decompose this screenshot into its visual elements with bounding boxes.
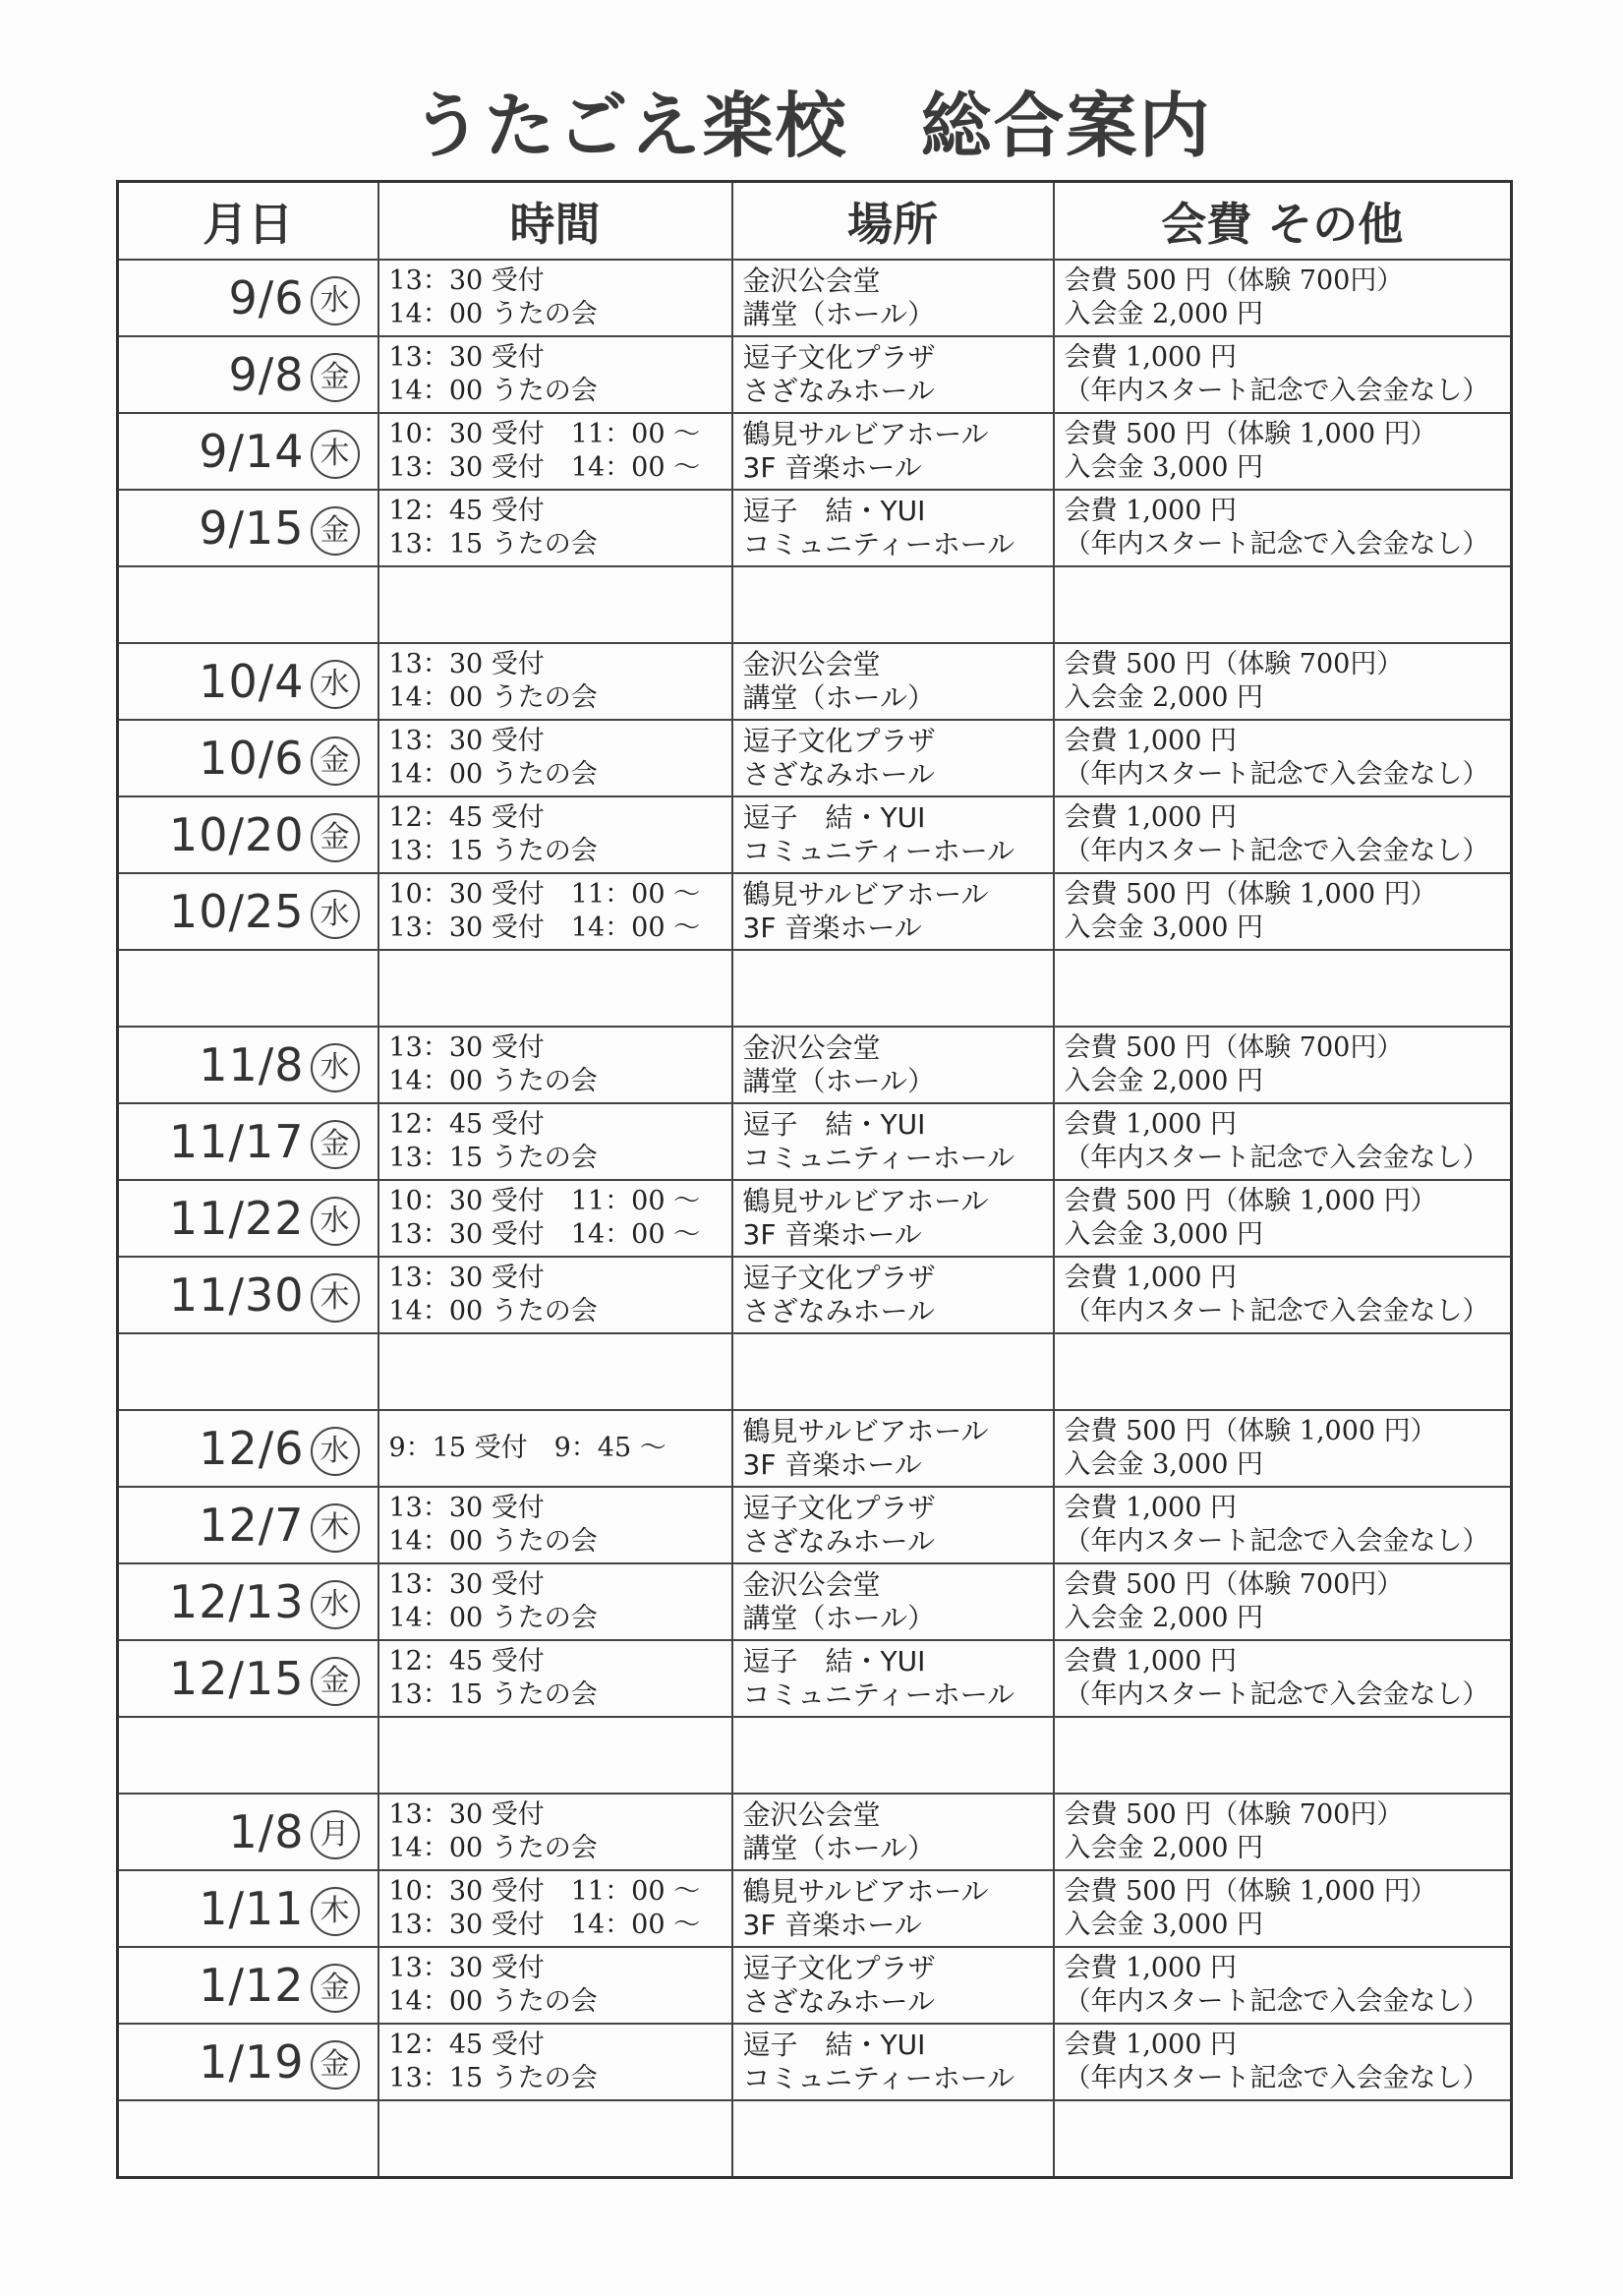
time-cell [378, 336, 732, 413]
place-cell [732, 490, 1054, 566]
empty-cell [732, 950, 1054, 1027]
date-text: 9/6 [228, 270, 305, 324]
place-line: さざなみホール [742, 758, 935, 791]
time-cell [378, 1180, 732, 1257]
time-line: 13：30 受付 14：00 ～ [388, 1910, 701, 1940]
place-cell [732, 1563, 1054, 1640]
place-cell [732, 413, 1054, 490]
date-text: 9/15 [199, 500, 305, 555]
fee-line: （年内スタート記念で入会金なし） [1064, 836, 1489, 866]
place-cell [732, 260, 1054, 336]
weekday-badge: 金 [311, 353, 360, 402]
weekday-badge: 木 [311, 1273, 360, 1323]
weekday-badge: 木 [311, 1887, 360, 1936]
empty-cell [118, 950, 378, 1027]
place-cell [732, 1180, 1054, 1257]
empty-cell [1054, 566, 1512, 643]
empty-cell [118, 2100, 378, 2178]
place-cell [732, 336, 1054, 413]
date-cell [118, 1794, 378, 1870]
place-line: コミュニティーホール [742, 528, 1015, 560]
time-line: 14：00 うたの会 [388, 1066, 598, 1096]
fee-line: 会費 500 円（体験 700円） [1064, 265, 1404, 296]
place-line: 講堂（ホール） [742, 298, 935, 330]
table-row [118, 643, 1512, 720]
table-row [118, 1563, 1512, 1640]
fee-line: 会費 1,000 円 [1064, 1646, 1237, 1677]
fee-line: （年内スタート記念で入会金なし） [1064, 1296, 1489, 1326]
empty-cell [1054, 950, 1512, 1027]
place-cell [732, 796, 1054, 873]
fee-line: （年内スタート記念で入会金なし） [1064, 1986, 1489, 2017]
place-cell [732, 2024, 1054, 2100]
time-cell [378, 1640, 732, 1717]
empty-cell [732, 566, 1054, 643]
date-cell [118, 336, 378, 413]
fee-cell [1054, 796, 1512, 873]
fee-line: （年内スタート記念で入会金なし） [1064, 1143, 1489, 1173]
fee-line: 会費 500 円（体験 700円） [1064, 1799, 1404, 1830]
empty-cell [1054, 2100, 1512, 2178]
place-line: 3F 音楽ホール [742, 1909, 922, 1941]
time-line: 14：00 うたの会 [388, 1603, 598, 1633]
date-cell [118, 1027, 378, 1103]
fee-cell [1054, 1410, 1512, 1487]
time-line: 9：15 受付 9：45 ～ [388, 1433, 667, 1463]
page-title: うたごえ楽校 総合案内 [411, 85, 1212, 167]
time-cell [378, 260, 732, 336]
weekday-badge: 水 [311, 1427, 360, 1476]
fee-cell [1054, 2024, 1512, 2100]
empty-cell [118, 1717, 378, 1794]
fee-line: 入会金 3,000 円 [1064, 913, 1263, 943]
place-line: 鶴見サルビアホール [742, 1415, 989, 1447]
time-line: 14：00 うたの会 [388, 376, 598, 406]
time-line: 13：30 受付 [388, 1953, 545, 1983]
fee-cell [1054, 1103, 1512, 1180]
place-line: 金沢公会堂 [742, 1798, 881, 1831]
date-cell [118, 643, 378, 720]
time-line: 12：45 受付 [388, 1646, 545, 1677]
time-cell [378, 1257, 732, 1333]
fee-line: 入会金 3,000 円 [1064, 452, 1263, 483]
time-line: 14：00 うたの会 [388, 1833, 598, 1863]
fee-line: 入会金 2,000 円 [1064, 1066, 1263, 1096]
place-line: 逗子文化プラザ [742, 1952, 936, 1984]
time-cell [378, 643, 732, 720]
schedule-table [116, 180, 1513, 2179]
date-cell [118, 1410, 378, 1487]
empty-cell [732, 1333, 1054, 1410]
place-cell [732, 1487, 1054, 1563]
time-line: 13：30 受付 [388, 1569, 545, 1600]
place-line: 逗子文化プラザ [742, 341, 936, 374]
time-line: 13：30 受付 [388, 1032, 545, 1063]
time-cell [378, 413, 732, 490]
place-line: 金沢公会堂 [742, 265, 881, 297]
schedule-body [118, 260, 1512, 2178]
date-text: 9/14 [199, 424, 305, 478]
fee-line: 入会金 2,000 円 [1064, 1603, 1263, 1633]
date-text: 9/8 [228, 347, 305, 401]
weekday-badge: 木 [311, 1503, 360, 1553]
date-cell [118, 1947, 378, 2024]
time-cell [378, 796, 732, 873]
time-line: 13：15 うたの会 [388, 836, 598, 866]
time-line: 13：15 うたの会 [388, 2063, 598, 2093]
fee-line: 入会金 3,000 円 [1064, 1219, 1263, 1250]
weekday-badge: 金 [311, 1657, 360, 1706]
fee-cell [1054, 490, 1512, 566]
fee-cell [1054, 1563, 1512, 1640]
fee-line: 会費 1,000 円 [1064, 802, 1237, 833]
date-text: 11/30 [168, 1267, 305, 1322]
place-line: さざなみホール [742, 1525, 935, 1558]
time-line: 14：00 うたの会 [388, 759, 598, 790]
fee-line: 会費 1,000 円 [1064, 2030, 1237, 2060]
date-cell [118, 1180, 378, 1257]
fee-line: 会費 500 円（体験 1,000 円） [1064, 879, 1437, 910]
place-line: 講堂（ホール） [742, 1602, 935, 1634]
place-line: 講堂（ホール） [742, 1065, 935, 1097]
place-line: 逗子文化プラザ [742, 725, 936, 757]
time-line: 13：30 受付 14：00 ～ [388, 452, 701, 483]
weekday-badge: 水 [311, 1197, 360, 1246]
place-line: 金沢公会堂 [742, 1031, 881, 1064]
time-line: 12：45 受付 [388, 496, 545, 526]
fee-cell [1054, 1257, 1512, 1333]
place-line: さざなみホール [742, 1985, 935, 2018]
table-row [118, 1947, 1512, 2024]
spacer-row [118, 1333, 1512, 1410]
time-line: 13：15 うたの会 [388, 529, 598, 559]
place-line: 3F 音楽ホール [742, 912, 922, 944]
date-text: 1/8 [228, 1804, 305, 1858]
empty-cell [378, 1333, 732, 1410]
place-line: 逗子文化プラザ [742, 1492, 936, 1524]
weekday-badge: 金 [311, 1964, 360, 2013]
empty-cell [732, 1717, 1054, 1794]
date-text: 1/12 [199, 1958, 305, 2012]
time-line: 14：00 うたの会 [388, 682, 598, 713]
time-line: 12：45 受付 [388, 802, 545, 833]
empty-cell [1054, 1333, 1512, 1410]
fee-line: 会費 1,000 円 [1064, 496, 1237, 526]
date-cell [118, 720, 378, 796]
date-cell [118, 796, 378, 873]
date-cell [118, 1563, 378, 1640]
place-line: 鶴見サルビアホール [742, 878, 989, 911]
weekday-badge: 金 [311, 1120, 360, 1169]
date-text: 1/11 [199, 1881, 305, 1935]
time-line: 13：30 受付 [388, 265, 545, 296]
fee-line: （年内スタート記念で入会金なし） [1064, 529, 1489, 559]
fee-cell [1054, 1027, 1512, 1103]
date-text: 1/19 [199, 2034, 305, 2089]
time-line: 14：00 うたの会 [388, 1986, 598, 2017]
table-row [118, 1870, 1512, 1947]
fee-cell [1054, 1640, 1512, 1717]
table-row [118, 1103, 1512, 1180]
date-text: 12/6 [199, 1421, 305, 1475]
place-line: コミュニティーホール [742, 1678, 1015, 1711]
time-line: 10：30 受付 11：00 ～ [388, 879, 701, 910]
table-row [118, 873, 1512, 950]
weekday-badge: 金 [311, 2040, 360, 2090]
fee-cell [1054, 260, 1512, 336]
date-text: 12/7 [199, 1498, 305, 1552]
table-row [118, 1794, 1512, 1870]
time-line: 13：30 受付 [388, 726, 545, 756]
time-line: 10：30 受付 11：00 ～ [388, 1876, 701, 1907]
weekday-badge: 水 [311, 890, 360, 939]
place-line: 逗子 結・YUI [742, 1645, 926, 1678]
fee-line: 会費 500 円（体験 1,000 円） [1064, 1876, 1437, 1907]
table-row [118, 1027, 1512, 1103]
fee-line: 会費 500 円（体験 700円） [1064, 1569, 1404, 1600]
header-time: 時間 [378, 182, 732, 261]
date-text: 11/8 [199, 1037, 305, 1091]
time-line: 13：30 受付 14：00 ～ [388, 913, 701, 943]
date-text: 12/13 [168, 1574, 305, 1628]
spacer-row [118, 566, 1512, 643]
table-row [118, 1257, 1512, 1333]
table-row [118, 260, 1512, 336]
weekday-badge: 金 [311, 736, 360, 786]
date-cell [118, 490, 378, 566]
table-row [118, 1640, 1512, 1717]
place-line: コミュニティーホール [742, 835, 1015, 867]
weekday-badge: 水 [311, 660, 360, 709]
date-cell [118, 1640, 378, 1717]
place-line: 3F 音楽ホール [742, 1218, 922, 1251]
fee-line: 入会金 2,000 円 [1064, 299, 1263, 329]
place-line: さざなみホール [742, 375, 935, 407]
time-line: 13：30 受付 [388, 1263, 545, 1293]
place-line: 講堂（ホール） [742, 681, 935, 714]
date-cell [118, 1487, 378, 1563]
place-line: 逗子 結・YUI [742, 801, 926, 834]
date-text: 12/15 [168, 1651, 305, 1705]
place-cell [732, 873, 1054, 950]
time-cell [378, 873, 732, 950]
fee-cell [1054, 1487, 1512, 1563]
fee-cell [1054, 1794, 1512, 1870]
time-cell [378, 2024, 732, 2100]
place-line: 逗子 結・YUI [742, 1108, 926, 1141]
place-cell [732, 1870, 1054, 1947]
weekday-badge: 月 [311, 1810, 360, 1859]
weekday-badge: 水 [311, 1043, 360, 1092]
date-cell [118, 1257, 378, 1333]
weekday-badge: 水 [311, 276, 360, 325]
time-line: 13：30 受付 [388, 1493, 545, 1523]
date-text: 10/25 [168, 884, 305, 938]
fee-line: 会費 1,000 円 [1064, 726, 1237, 756]
date-text: 11/17 [168, 1114, 305, 1168]
time-cell [378, 1563, 732, 1640]
time-line: 13：15 うたの会 [388, 1143, 598, 1173]
time-line: 14：00 うたの会 [388, 299, 598, 329]
place-cell [732, 1640, 1054, 1717]
empty-cell [378, 566, 732, 643]
empty-cell [378, 2100, 732, 2178]
table-row [118, 1487, 1512, 1563]
place-cell [732, 1947, 1054, 2024]
time-line: 12：45 受付 [388, 1109, 545, 1140]
weekday-badge: 金 [311, 506, 360, 556]
fee-line: 会費 1,000 円 [1064, 1109, 1237, 1140]
empty-cell [378, 950, 732, 1027]
date-text: 11/22 [168, 1191, 305, 1245]
fee-line: 会費 1,000 円 [1064, 342, 1237, 373]
time-cell [378, 1410, 732, 1487]
table-row [118, 413, 1512, 490]
fee-line: 会費 1,000 円 [1064, 1263, 1237, 1293]
date-cell [118, 2024, 378, 2100]
place-cell [732, 1410, 1054, 1487]
date-text: 10/4 [199, 654, 305, 708]
empty-cell [1054, 1717, 1512, 1794]
fee-cell [1054, 1870, 1512, 1947]
place-cell [732, 1257, 1054, 1333]
empty-cell [378, 1717, 732, 1794]
table-row [118, 796, 1512, 873]
place-cell [732, 1103, 1054, 1180]
time-line: 14：00 うたの会 [388, 1526, 598, 1557]
time-line: 14：00 うたの会 [388, 1296, 598, 1326]
weekday-badge: 木 [311, 430, 360, 479]
time-cell [378, 490, 732, 566]
place-cell [732, 643, 1054, 720]
fee-line: 会費 1,000 円 [1064, 1493, 1237, 1523]
date-text: 10/20 [168, 807, 305, 861]
place-line: 3F 音楽ホール [742, 451, 922, 484]
spacer-row [118, 2100, 1512, 2178]
fee-cell [1054, 1180, 1512, 1257]
place-line: 3F 音楽ホール [742, 1448, 922, 1481]
place-cell [732, 1794, 1054, 1870]
empty-cell [118, 1333, 378, 1410]
time-line: 13：30 受付 14：00 ～ [388, 1219, 701, 1250]
fee-cell [1054, 413, 1512, 490]
date-text: 10/6 [199, 731, 305, 785]
fee-line: 入会金 2,000 円 [1064, 682, 1263, 713]
time-line: 13：30 受付 [388, 342, 545, 373]
table-row [118, 1410, 1512, 1487]
fee-line: 会費 500 円（体験 700円） [1064, 1032, 1404, 1063]
time-cell [378, 1027, 732, 1103]
place-line: さざなみホール [742, 1295, 935, 1327]
place-line: 講堂（ホール） [742, 1832, 935, 1864]
fee-cell [1054, 1947, 1512, 2024]
spacer-row [118, 1717, 1512, 1794]
time-line: 10：30 受付 11：00 ～ [388, 1186, 701, 1216]
fee-cell [1054, 336, 1512, 413]
fee-line: （年内スタート記念で入会金なし） [1064, 1679, 1489, 1710]
time-cell [378, 1947, 732, 2024]
fee-line: 入会金 3,000 円 [1064, 1449, 1263, 1480]
fee-line: （年内スタート記念で入会金なし） [1064, 376, 1489, 406]
date-cell [118, 413, 378, 490]
table-row [118, 1180, 1512, 1257]
header-place: 場所 [732, 182, 1054, 261]
place-line: 鶴見サルビアホール [742, 1185, 989, 1217]
time-line: 13：30 受付 [388, 649, 545, 679]
time-cell [378, 1103, 732, 1180]
fee-line: （年内スタート記念で入会金なし） [1064, 759, 1489, 790]
place-line: 鶴見サルビアホール [742, 1875, 989, 1908]
time-cell [378, 1870, 732, 1947]
header-date: 月日 [118, 182, 378, 261]
date-cell [118, 260, 378, 336]
fee-line: 会費 1,000 円 [1064, 1953, 1237, 1983]
time-cell [378, 1487, 732, 1563]
fee-cell [1054, 643, 1512, 720]
place-line: 金沢公会堂 [742, 648, 881, 680]
time-line: 12：45 受付 [388, 2030, 545, 2060]
time-cell [378, 720, 732, 796]
fee-cell [1054, 873, 1512, 950]
place-cell [732, 1027, 1054, 1103]
empty-cell [732, 2100, 1054, 2178]
place-line: 逗子文化プラザ [742, 1262, 936, 1294]
fee-line: 会費 500 円（体験 1,000 円） [1064, 419, 1437, 449]
time-line: 10：30 受付 11：00 ～ [388, 419, 701, 449]
place-line: 逗子 結・YUI [742, 495, 926, 527]
place-line: 鶴見サルビアホール [742, 418, 989, 450]
fee-line: 入会金 3,000 円 [1064, 1910, 1263, 1940]
table-row [118, 490, 1512, 566]
fee-line: （年内スタート記念で入会金なし） [1064, 1526, 1489, 1557]
table-row [118, 2024, 1512, 2100]
date-cell [118, 1870, 378, 1947]
date-cell [118, 873, 378, 950]
fee-cell [1054, 720, 1512, 796]
empty-cell [118, 566, 378, 643]
place-line: コミュニティーホール [742, 1142, 1015, 1174]
table-row [118, 720, 1512, 796]
date-cell [118, 1103, 378, 1180]
weekday-badge: 金 [311, 813, 360, 862]
place-line: 金沢公会堂 [742, 1568, 881, 1601]
fee-line: 入会金 2,000 円 [1064, 1833, 1263, 1863]
header-fee: 会費 その他 [1054, 182, 1512, 261]
spacer-row [118, 950, 1512, 1027]
table-row [118, 336, 1512, 413]
place-cell [732, 720, 1054, 796]
place-line: コミュニティーホール [742, 2062, 1015, 2094]
fee-line: 会費 500 円（体験 1,000 円） [1064, 1186, 1437, 1216]
weekday-badge: 水 [311, 1580, 360, 1629]
time-cell [378, 1794, 732, 1870]
fee-line: 会費 500 円（体験 1,000 円） [1064, 1416, 1437, 1446]
time-line: 13：30 受付 [388, 1799, 545, 1830]
time-line: 13：15 うたの会 [388, 1679, 598, 1710]
fee-line: 会費 500 円（体験 700円） [1064, 649, 1404, 679]
header-row [118, 182, 1512, 261]
fee-line: （年内スタート記念で入会金なし） [1064, 2063, 1489, 2093]
place-line: 逗子 結・YUI [742, 2029, 926, 2061]
